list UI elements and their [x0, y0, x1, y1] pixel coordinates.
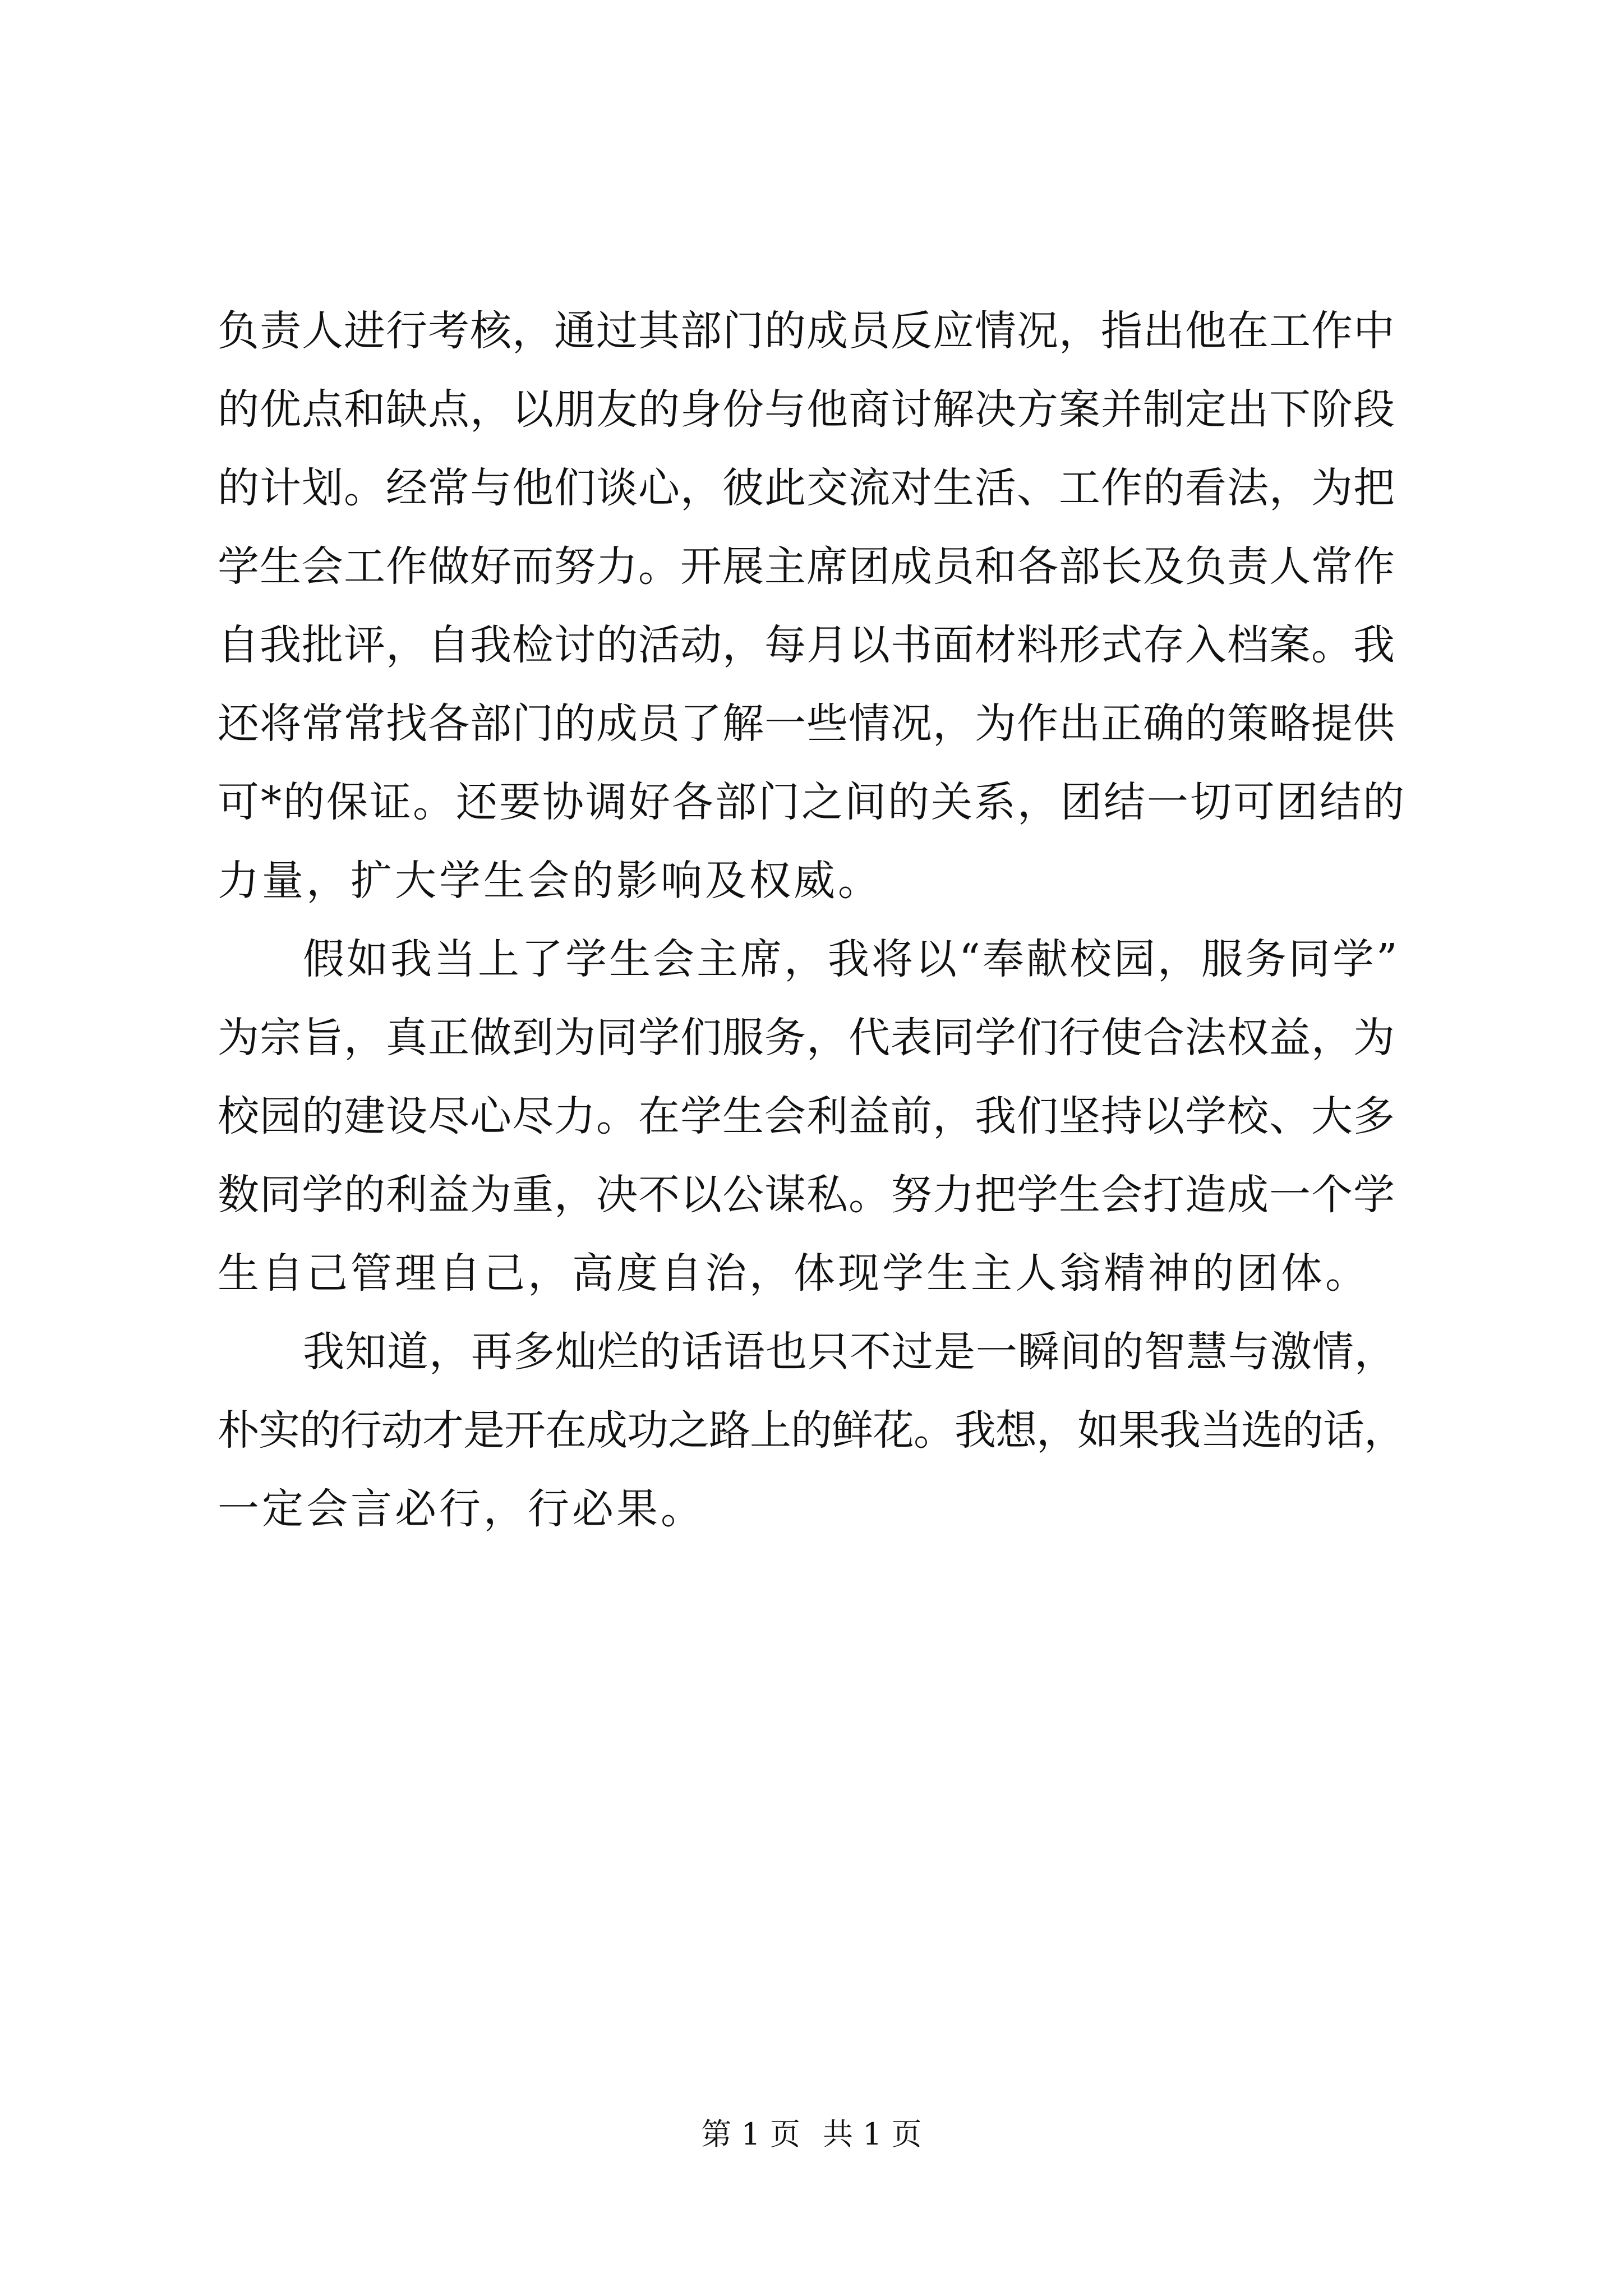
text-line: 还将常常找各部门的成员了解一些情况，为作出正确的策略提供: [218, 700, 1395, 748]
page-number-total: 共 1 页: [823, 2116, 922, 2152]
text-line: 力量，扩大学生会的影响及权威。: [218, 857, 882, 905]
paragraph-3: [218, 1313, 1407, 1548]
text-line: 负责人进行考核，通过其部门的成员反应情况，指出他在工作中: [218, 307, 1395, 355]
text-line: 数同学的利益为重，决不以公谋私。努力把学生会打造成一个学: [218, 1171, 1395, 1219]
text-line: 一定会言必行，行必果。: [218, 1485, 705, 1533]
page-number-current: 第 1 页: [701, 2116, 800, 2152]
text-line: 为宗旨，真正做到为同学们服务，代表同学们行使合法权益，为: [218, 1014, 1395, 1062]
text-line: 假如我当上了学生会主席，我将以“奉献校园，服务同学”: [303, 935, 1400, 983]
text-line: 校园的建设尽心尽力。在学生会利益前，我们坚持以学校、大多: [218, 1092, 1395, 1140]
paragraph-1: [218, 292, 1407, 920]
text-line: 的优点和缺点，以朋友的身份与他商讨解决方案并制定出下阶段: [218, 385, 1395, 434]
text-line: 自我批评，自我检讨的活动，每月以书面材料形式存入档案。我: [218, 621, 1395, 669]
text-line: 可*的保证。还要协调好各部门之间的关系，团结一切可团结的: [218, 778, 1406, 826]
text-line: 我知道，再多灿烂的话语也只不过是一瞬间的智慧与激情，: [303, 1328, 1396, 1376]
document-body: [218, 292, 1407, 1548]
text-line: 学生会工作做好而努力。开展主席团成员和各部长及负责人常作: [218, 542, 1395, 591]
paragraph-2: [218, 920, 1407, 1313]
text-line: 的计划。经常与他们谈心，彼此交流对生活、工作的看法，为把: [218, 464, 1395, 512]
page-footer: [0, 2115, 1623, 2154]
text-line: 朴实的行动才是开在成功之路上的鲜花。我想，如果我当选的话，: [218, 1406, 1405, 1455]
text-line: 生自己管理自己，高度自治，体现学生主人翁精神的团体。: [218, 1249, 1370, 1297]
